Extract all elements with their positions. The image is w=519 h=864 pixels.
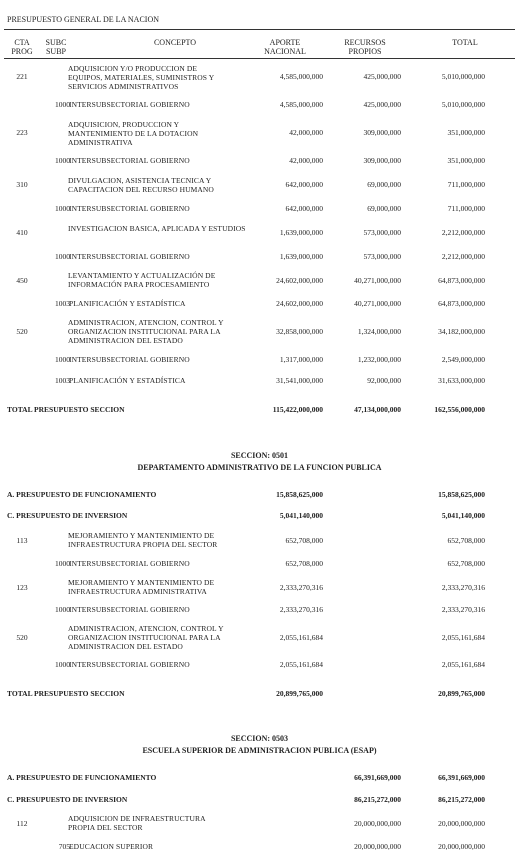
row-total: 5,010,000,000	[441, 72, 485, 81]
header-total: TOTAL	[452, 38, 478, 47]
row-concepto: INTERSUBSECTORIAL GOBIERNO	[69, 100, 190, 109]
row-sub: 1003	[55, 376, 70, 385]
section-entity: DEPARTAMENTO ADMINISTRATIVO DE LA FUNCION PUBLICA	[137, 463, 382, 472]
row-recursos: 1,324,000,000	[357, 327, 401, 336]
row-sub: 1000	[55, 100, 70, 109]
section-entity: ESCUELA SUPERIOR DE ADMINISTRACION PUBLICA (ESAP)	[142, 746, 377, 755]
row-recursos: 20,000,000,000	[354, 842, 401, 851]
row-recursos: 69,000,000	[367, 204, 401, 213]
header-top-rule	[4, 29, 515, 30]
header-concepto: CONCEPTO	[153, 38, 197, 47]
row-cta: 123	[16, 583, 28, 592]
row-recursos: 20,000,000,000	[354, 819, 401, 828]
header-recursos-line1: RECURSOS	[344, 38, 386, 47]
row-aporte: 2,055,161,684	[279, 633, 323, 642]
row-recursos: 1,232,000,000	[357, 355, 401, 364]
row-concepto: PLANIFICACIÓN Y ESTADÍSTICA	[69, 376, 186, 385]
row-cta: 310	[16, 180, 28, 189]
row-recursos: 40,271,000,000	[354, 276, 401, 285]
row-cta: 450	[16, 276, 28, 285]
row-concepto: DIVULGACION, ASISTENCIA TECNICA Y CAPACITACION DEL RECURSO HUMANO	[68, 176, 214, 194]
header-recursos	[330, 38, 400, 56]
row-aporte: 42,000,000	[289, 156, 323, 165]
row-aporte: 42,000,000	[289, 128, 323, 137]
row-total: 711,000,000	[447, 204, 485, 213]
row-concepto: ADMINISTRACION, ATENCION, CONTROL Y ORGANIZACION INSTITUCIONAL PARA LA ADMINISTRACION DEL ESTADO	[68, 624, 224, 651]
row-total: 20,000,000,000	[438, 842, 485, 851]
row-concepto: INTERSUBSECTORIAL GOBIERNO	[69, 204, 190, 213]
row-total: 2,212,000,000	[441, 252, 485, 261]
row-concepto: ADMINISTRACION, ATENCION, CONTROL Y ORGANIZACION INSTITUCIONAL PARA LA ADMINISTRACION DEL ESTADO	[68, 318, 224, 345]
row-cta: 112	[16, 819, 28, 828]
row-total: 652,708,000	[447, 536, 485, 545]
total-label: TOTAL PRESUPUESTO SECCION	[7, 689, 125, 698]
row-aporte: 642,000,000	[285, 180, 323, 189]
row-cta: 410	[16, 228, 28, 237]
header-recursos-line2: PROPIOS	[348, 47, 382, 56]
row-total: 652,708,000	[447, 559, 485, 568]
inversion-aporte: 5,041,140,000	[279, 511, 323, 520]
row-cta: 113	[16, 536, 28, 545]
row-total: 2,333,270,316	[441, 583, 485, 592]
total-aporte: 20,899,765,000	[276, 689, 323, 698]
row-concepto: PLANIFICACIÓN Y ESTADÍSTICA	[69, 299, 186, 308]
header-prog: PROG	[11, 47, 33, 56]
header-aporte-line2: NACIONAL	[264, 47, 306, 56]
row-aporte: 2,333,270,316	[279, 583, 323, 592]
row-aporte: 31,541,000,000	[276, 376, 323, 385]
row-concepto: LEVANTAMIENTO Y ACTUALIZACIÓN DE INFORMACIÓN PARA PROCESAMIENTO	[68, 271, 216, 289]
row-total: 351,000,000	[447, 156, 485, 165]
row-sub: 705	[58, 842, 70, 851]
row-recursos: 573,000,000	[363, 252, 401, 261]
row-sub: 1003	[55, 299, 70, 308]
row-concepto: INTERSUBSECTORIAL GOBIERNO	[69, 252, 190, 261]
header-subc: SUBC	[45, 38, 67, 47]
header-subp: SUBP	[45, 47, 66, 56]
row-aporte: 2,333,270,316	[279, 605, 323, 614]
row-concepto: ADQUISICION, PRODUCCION Y MANTENIMIENTO DE LA DOTACION ADMINISTRATIVA	[68, 120, 199, 147]
total-label: TOTAL PRESUPUESTO SECCION	[7, 405, 125, 414]
row-total: 2,549,000,000	[441, 355, 485, 364]
funcionamiento-total: 15,858,625,000	[438, 490, 485, 499]
row-concepto: EDUCACION SUPERIOR	[69, 842, 154, 851]
funcionamiento-total: 66,391,669,000	[438, 773, 485, 782]
row-recursos: 425,000,000	[363, 100, 401, 109]
row-aporte: 1,639,000,000	[279, 252, 323, 261]
row-total: 351,000,000	[447, 128, 485, 137]
row-total: 2,055,161,684	[441, 660, 485, 669]
funcionamiento-recursos: 66,391,669,000	[354, 773, 401, 782]
row-aporte: 652,708,000	[285, 536, 323, 545]
row-cta: 221	[16, 72, 28, 81]
row-cta: 520	[16, 327, 28, 336]
inversion-total: 86,215,272,000	[438, 795, 485, 804]
row-recursos: 425,000,000	[363, 72, 401, 81]
section-code: SECCION: 0503	[230, 734, 289, 743]
row-total: 2,212,000,000	[441, 228, 485, 237]
row-recursos: 573,000,000	[363, 228, 401, 237]
header-aporte-line1: APORTE	[269, 38, 301, 47]
row-cta: 520	[16, 633, 28, 642]
row-cta: 223	[16, 128, 28, 137]
row-total: 64,873,000,000	[438, 299, 485, 308]
row-aporte: 642,000,000	[285, 204, 323, 213]
row-concepto: INTERSUBSECTORIAL GOBIERNO	[69, 559, 190, 568]
row-sub: 1000	[55, 252, 70, 261]
row-recursos: 69,000,000	[367, 180, 401, 189]
row-recursos: 309,000,000	[363, 128, 401, 137]
row-total: 711,000,000	[447, 180, 485, 189]
row-sub: 1000	[55, 156, 70, 165]
row-sub: 1000	[55, 204, 70, 213]
row-sub: 1000	[55, 355, 70, 364]
funcionamiento-label: A. PRESUPUESTO DE FUNCIONAMIENTO	[7, 490, 157, 499]
row-recursos: 40,271,000,000	[354, 299, 401, 308]
row-aporte: 24,602,000,000	[276, 276, 323, 285]
row-aporte: 4,585,000,000	[279, 72, 323, 81]
row-aporte: 4,585,000,000	[279, 100, 323, 109]
row-recursos: 309,000,000	[363, 156, 401, 165]
row-concepto: INTERSUBSECTORIAL GOBIERNO	[69, 156, 190, 165]
inversion-recursos: 86,215,272,000	[354, 795, 401, 804]
header-aporte	[250, 38, 320, 56]
row-total: 20,000,000,000	[438, 819, 485, 828]
inversion-label: C. PRESUPUESTO DE INVERSION	[7, 511, 128, 520]
funcionamiento-aporte: 15,858,625,000	[276, 490, 323, 499]
row-concepto: INTERSUBSECTORIAL GOBIERNO	[69, 355, 190, 364]
total-total: 20,899,765,000	[438, 689, 485, 698]
header-bottom-rule	[4, 58, 515, 59]
row-concepto: ADQUISICION Y/O PRODUCCION DE EQUIPOS, MATERIALES, SUMINISTROS Y SERVICIOS ADMINISTRATIVOS	[68, 64, 214, 91]
row-concepto: ADQUISICION DE INFRAESTRUCTURA PROPIA DEL SECTOR	[68, 814, 206, 832]
inversion-label: C. PRESUPUESTO DE INVERSION	[7, 795, 128, 804]
funcionamiento-label: A. PRESUPUESTO DE FUNCIONAMIENTO	[7, 773, 157, 782]
row-total: 64,873,000,000	[438, 276, 485, 285]
inversion-total: 5,041,140,000	[441, 511, 485, 520]
row-total: 34,182,000,000	[438, 327, 485, 336]
page-title: PRESUPUESTO GENERAL DE LA NACION	[7, 15, 160, 24]
row-total: 2,333,270,316	[441, 605, 485, 614]
row-concepto: MEJORAMIENTO Y MANTENIMIENTO DE INFRAESTRUCTURA ADMINISTRATIVA	[68, 578, 215, 596]
row-concepto: INTERSUBSECTORIAL GOBIERNO	[69, 660, 190, 669]
row-aporte: 1,639,000,000	[279, 228, 323, 237]
header-cta: CTA	[14, 38, 30, 47]
row-aporte: 2,055,161,684	[279, 660, 323, 669]
row-aporte: 24,602,000,000	[276, 299, 323, 308]
row-concepto: MEJORAMIENTO Y MANTENIMIENTO DE INFRAESTRUCTURA PROPIA DEL SECTOR	[68, 531, 218, 549]
row-sub: 1000	[55, 660, 70, 669]
row-total: 31,633,000,000	[438, 376, 485, 385]
total-recursos: 47,134,000,000	[354, 405, 401, 414]
row-total: 2,055,161,684	[441, 633, 485, 642]
row-concepto: INTERSUBSECTORIAL GOBIERNO	[69, 605, 190, 614]
total-total: 162,556,000,000	[434, 405, 485, 414]
header-subc-subp	[38, 38, 74, 56]
row-recursos: 92,000,000	[367, 376, 401, 385]
row-aporte: 652,708,000	[285, 559, 323, 568]
row-sub: 1000	[55, 559, 70, 568]
total-aporte: 115,422,000,000	[272, 405, 323, 414]
row-aporte: 1,317,000,000	[279, 355, 323, 364]
row-sub: 1000	[55, 605, 70, 614]
row-total: 5,010,000,000	[441, 100, 485, 109]
row-concepto: INVESTIGACION BASICA, APLICADA Y ESTUDIOS	[68, 224, 246, 233]
header-cta-prog	[4, 38, 40, 56]
row-aporte: 32,858,000,000	[276, 327, 323, 336]
section-code: SECCION: 0501	[230, 451, 289, 460]
